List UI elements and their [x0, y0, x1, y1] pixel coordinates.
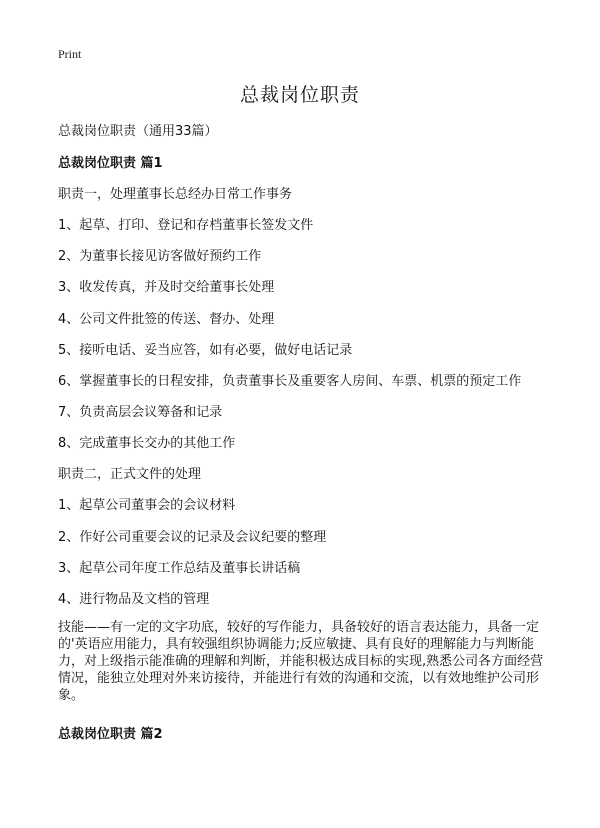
list-item: 4、进行物品及文档的管理: [58, 592, 210, 607]
duty-heading-1: 职责一，处理董事长总经办日常工作事务: [58, 187, 293, 202]
list-item: 8、完成董事长交办的其他工作: [58, 436, 236, 451]
list-item: 6、掌握董事长的日程安排，负责董事长及重要客人房间、车票、机票的预定工作: [58, 374, 522, 389]
document-title: 总裁岗位职责: [239, 84, 360, 106]
document-subtitle: 总裁岗位职责（通用33篇）: [58, 124, 218, 139]
duty-heading-2: 职责二，正式文件的处理: [58, 467, 202, 482]
list-item: 1、起草、打印、登记和存档董事长签发文件: [58, 218, 314, 233]
list-item: 5、接听电话、妥当应答，如有必要，做好电话记录: [58, 343, 353, 358]
list-item: 4、公司文件批签的传送、督办、处理: [58, 312, 275, 327]
skills-paragraph: 技能——有一定的文字功底，较好的写作能力，具备较好的语言表达能力，具备一定的'英语应用能力，具有较强组织协调能力;反应敏捷、具有良好的理解能力与判断能力，对上级指示能准确的理解和判断，并能积极达成目标的实现,熟悉公司各方面经营情况，能独立处理对外来访接待，并能进行有效的沟通和交流，以有效地维护公司形象。: [58, 620, 544, 703]
list-item: 7、负责高层会议筹备和记录: [58, 405, 223, 420]
print-label: Print: [58, 47, 82, 61]
list-item: 1、起草公司董事会的会议材料: [58, 498, 236, 513]
list-item: 3、收发传真，并及时交给董事长处理: [58, 280, 275, 295]
list-item: 2、为董事长接见访客做好预约工作: [58, 249, 262, 264]
section-heading-1: 总裁岗位职责 篇1: [58, 156, 163, 171]
section-heading-2: 总裁岗位职责 篇2: [58, 727, 163, 742]
list-item: 2、作好公司重要会议的记录及会议纪要的整理: [58, 530, 327, 545]
list-item: 3、起草公司年度工作总结及董事长讲话稿: [58, 561, 301, 576]
